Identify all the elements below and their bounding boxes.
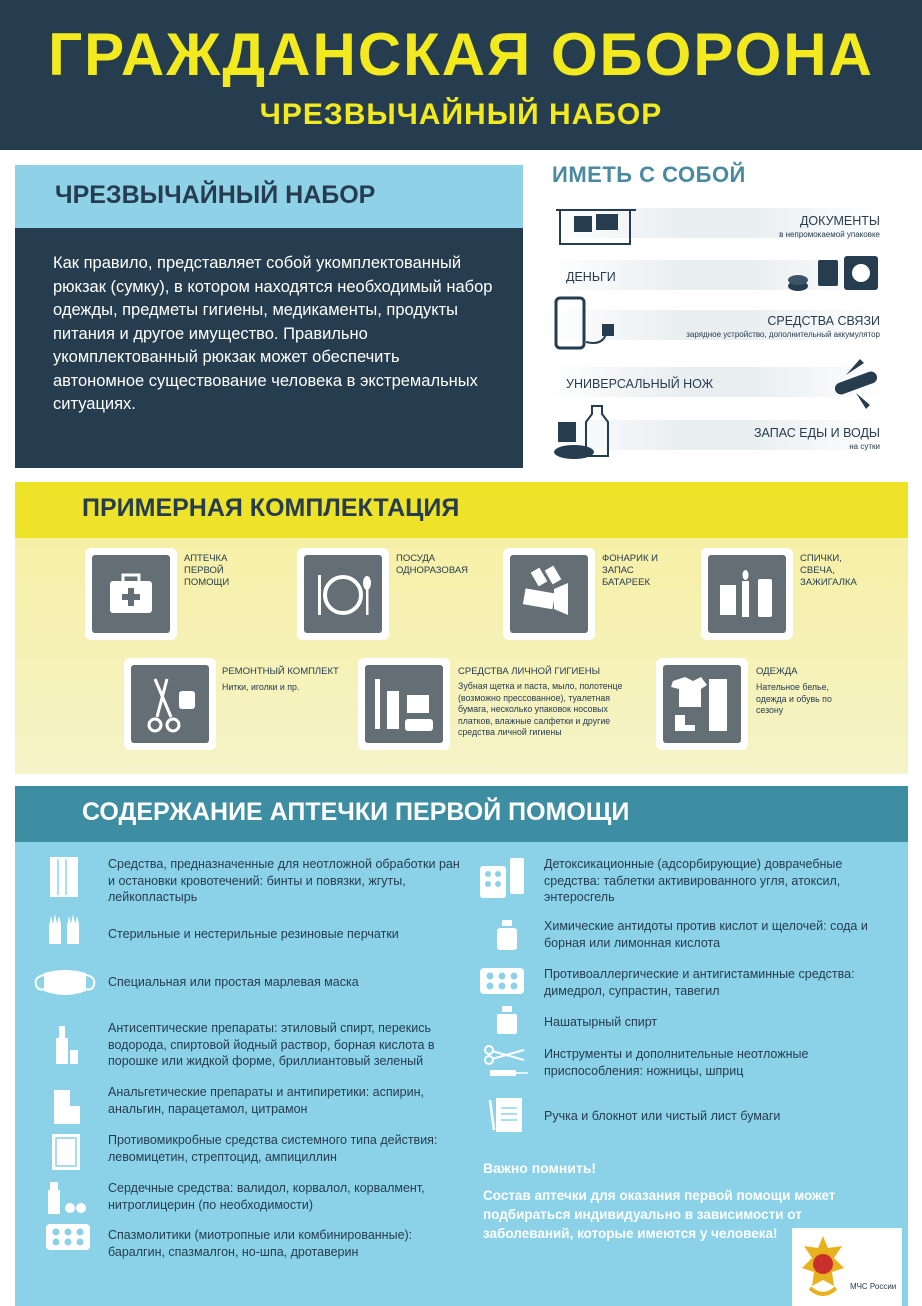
aid-item: Противомикробные средства системного типа действия: левомицетин, стрептоцид, ампициллин	[108, 1133, 438, 1164]
carry-label: ДОКУМЕНТЫ	[799, 214, 880, 228]
matches-icon	[708, 555, 786, 633]
page-title: ГРАЖДАНСКАЯ ОБОРОНА	[48, 21, 874, 88]
carry-heading: ИМЕТЬ С СОБОЙ	[552, 162, 746, 187]
aid-item: Сердечные средства: валидол, корвалол, корвалмент, нитроглицерин (по необходимости)	[108, 1181, 425, 1212]
kit-description-panel	[15, 228, 523, 468]
knife-icon	[826, 357, 886, 413]
antiseptic-icon	[52, 1022, 82, 1066]
page-subtitle: ЧРЕЗВЫЧАЙНЫЙ НАБОР	[259, 98, 663, 131]
carry-label: УНИВЕРСАЛЬНЫЙ НОЖ	[566, 377, 714, 391]
component-tile-sewing	[124, 658, 216, 750]
antimicrobial-icon	[50, 1132, 82, 1172]
component-label: АПТЕЧКА ПЕРВОЙ ПОМОЩИ	[184, 553, 230, 588]
mchs-emblem	[792, 1228, 902, 1306]
bandage-icon	[48, 855, 80, 899]
note-heading: Важно помнить!	[483, 1160, 597, 1176]
carry-label: ЗАПАС ЕДЫ И ВОДЫ	[754, 426, 880, 440]
component-tile-flashlight	[503, 548, 595, 640]
food-water-icon	[552, 400, 622, 464]
aid-item: Ручка и блокнот или чистый лист бумаги	[544, 1109, 781, 1123]
carry-item-phone	[546, 300, 886, 350]
activated-charcoal-icon	[476, 856, 528, 900]
documents-icon	[552, 202, 640, 246]
aid-item: Химические антидоты против кислот и щелочей: сода и борная или лимонная кислота	[544, 919, 868, 950]
component-tile-matches	[701, 548, 793, 640]
phone-icon	[552, 296, 622, 352]
heart-medicine-icon	[44, 1180, 88, 1216]
aid-item: Инструменты и дополнительные неотложные приспособления: ножницы, шприц	[544, 1047, 809, 1078]
component-tile-clothes	[656, 658, 748, 750]
aid-item: Анальгетические препараты и антипиретики: аспирин, анальгин, парацетамол, цитрамон	[108, 1085, 424, 1116]
first-aid-heading: СОДЕРЖАНИЕ АПТЕЧКИ ПЕРВОЙ ПОМОЩИ	[82, 798, 630, 826]
hygiene-icon	[365, 665, 443, 743]
aid-item: Нашатырный спирт	[544, 1015, 658, 1029]
scissors-syringe-icon	[482, 1042, 530, 1082]
component-tile-tableware	[297, 548, 389, 640]
carry-label: СРЕДСТВА СВЯЗИ	[767, 314, 880, 328]
component-label: РЕМОНТНЫЙ КОМПЛЕКТ	[222, 666, 339, 677]
note-text: Состав аптечки для оказания первой помощи может подбираться индивидуально в зависимости от заболеваний, которые имеются у человека!	[483, 1188, 836, 1241]
aid-item: Специальная или простая марлевая маска	[108, 975, 359, 989]
component-label: СПИЧКИ, СВЕЧА, ЗАЖИГАЛКА	[800, 553, 857, 588]
component-label: СРЕДСТВА ЛИЧНОЙ ГИГИЕНЫ	[458, 666, 600, 677]
flashlight-icon	[510, 555, 588, 633]
component-label: ОДЕЖДА	[756, 666, 798, 677]
kit-description: Как правило, представляет собой укомплектованный рюкзак (сумку), в котором находятся необходимый набор одежды, предметы гигиены, медикаменты, продукты питания и другое имущество. Правильно укомплектованный рюкзак может обеспечить автономное существование человека в экстремальных ситуациях.	[53, 254, 493, 413]
money-icon	[784, 250, 884, 298]
carry-sublabel: на сутки	[849, 442, 880, 451]
components-heading-bar	[15, 482, 908, 538]
carry-label: ДЕНЬГИ	[566, 270, 616, 284]
carry-item-food	[546, 410, 886, 460]
notepad-icon	[486, 1094, 526, 1134]
aid-item: Стерильные и нестерильные резиновые перчатки	[108, 927, 399, 941]
kit-heading-panel	[15, 165, 523, 228]
component-label: ФОНАРИК И ЗАПАС БАТАРЕЕК	[602, 553, 658, 588]
aid-item: Средства, предназначенные для неотложной обработки ран и остановки кровотечений: бинты и повязки, жгуты, лейкопластырь	[108, 857, 460, 904]
carry-sublabel: зарядное устройство, дополнительный аккумулятор	[686, 330, 880, 339]
page-header	[0, 0, 922, 150]
component-description: Зубная щетка и паста, мыло, полотенце (возможно прессованное), туалетная бумага, несколько упаковок носовых платков, влажные салфетки и другие средства личной гигиены	[458, 681, 623, 737]
first-aid-heading-bar	[15, 786, 908, 842]
sewing-kit-icon	[131, 665, 209, 743]
painkiller-icon	[52, 1086, 82, 1126]
emblem-caption: МЧС России	[850, 1282, 897, 1291]
antidote-icon	[494, 918, 520, 952]
carry-item-money	[546, 250, 886, 300]
component-description: Нательное белье, одежда и обувь по сезону	[756, 682, 832, 715]
aid-item: Антисептические препараты: этиловый спирт, перекись водорода, спиртовой йодный раствор, борная кислота в порошке или жидкой форме, бриллиантовый зеленый	[108, 1021, 435, 1068]
component-label: ПОСУДА ОДНОРАЗОВАЯ	[396, 553, 469, 576]
antihistamine-icon	[478, 966, 526, 996]
components-heading: ПРИМЕРНАЯ КОМПЛЕКТАЦИЯ	[82, 494, 460, 522]
component-description: Нитки, иголки и пр.	[222, 682, 300, 692]
mchs-logo-icon	[798, 1234, 848, 1302]
aid-item: Спазмолитики (миотропные или комбинированные): баралгин, спазмалгон, но-шпа, дротаверин	[108, 1228, 413, 1259]
component-tile-first-aid	[85, 548, 177, 640]
aid-item: Детоксикационные (адсорбирующие) доврачебные средства: таблетки активированного угля, атоксил, энтеросгель	[544, 857, 843, 904]
component-tile-hygiene	[358, 658, 450, 750]
aid-item: Противоаллергические и антигистаминные средства: димедрол, супрастин, тавегил	[544, 967, 855, 998]
carry-item-documents	[546, 198, 886, 248]
kit-heading: ЧРЕЗВЫЧАЙНЫЙ НАБОР	[55, 181, 376, 209]
mask-icon	[32, 965, 98, 1001]
first-aid-kit-icon	[92, 555, 170, 633]
carry-sublabel: в непромокаемой упаковке	[779, 230, 880, 239]
clothes-icon	[663, 665, 741, 743]
tableware-icon	[304, 555, 382, 633]
ammonia-icon	[494, 1004, 520, 1036]
pills-blister-icon	[44, 1222, 92, 1252]
gloves-icon	[45, 910, 85, 950]
